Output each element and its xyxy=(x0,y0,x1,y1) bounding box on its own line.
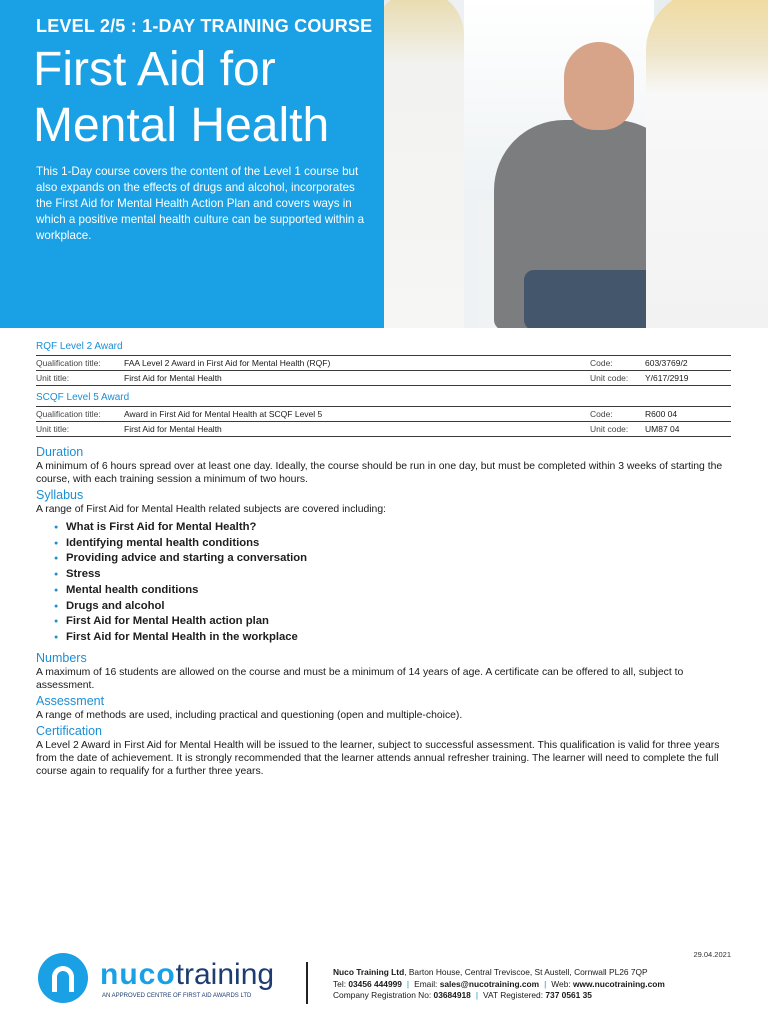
row-label: Unit title: xyxy=(36,424,70,434)
code-label: Code: xyxy=(590,358,613,368)
page-title xyxy=(33,42,329,154)
web-label: Web: xyxy=(551,978,571,989)
course-details xyxy=(36,444,731,779)
row-label: Qualification title: xyxy=(36,409,101,419)
photo-man-head xyxy=(564,42,634,130)
separator: | xyxy=(475,990,478,1000)
logo-n-icon xyxy=(38,953,88,1003)
duration-heading: Duration xyxy=(36,445,84,459)
qualification-block-rqf xyxy=(36,341,731,386)
code-label: Unit code: xyxy=(590,373,629,383)
list-item: ● Mental health conditions xyxy=(54,583,731,599)
title-line-1: First Aid for xyxy=(33,43,276,96)
syllabus-heading: Syllabus xyxy=(36,488,84,502)
registration-line xyxy=(333,990,665,1002)
assessment-text: A range of methods are used, including practical and questioning (open and multiple-choice). xyxy=(36,709,463,721)
separator: | xyxy=(406,978,410,989)
list-item: ● Drugs and alcohol xyxy=(54,599,731,615)
title-line-2: Mental Health xyxy=(33,99,330,152)
code-value: Y/617/2919 xyxy=(645,373,689,383)
vat-number: 737 0561 35 xyxy=(545,990,592,1000)
qualification-table xyxy=(36,355,731,386)
brand-nuco: nuco xyxy=(100,958,176,991)
qualification-heading: RQF Level 2 Award xyxy=(36,341,123,352)
list-item: ● What is First Aid for Mental Health? xyxy=(54,520,731,536)
photo-person-right xyxy=(646,0,768,328)
code-value: 603/3769/2 xyxy=(645,358,688,368)
document-date: 29.04.2021 xyxy=(693,950,731,959)
table-row xyxy=(36,407,731,422)
qualification-table xyxy=(36,406,731,437)
row-value: First Aid for Mental Health xyxy=(124,373,222,383)
email-link[interactable]: sales@nucotraining.com xyxy=(439,978,540,989)
logo-tagline: AN APPROVED CENTRE OF FIRST AID AWARDS LTD xyxy=(102,993,252,999)
row-value: First Aid for Mental Health xyxy=(124,424,222,434)
hero-banner xyxy=(0,0,768,328)
hero-text-panel xyxy=(0,0,384,328)
table-row xyxy=(36,356,731,371)
company-name: Nuco Training Ltd xyxy=(333,967,405,977)
list-item: ● First Aid for Mental Health in the workplace xyxy=(54,630,731,646)
list-item: ● Providing advice and starting a conversation xyxy=(54,551,731,567)
hero-photo xyxy=(384,0,768,328)
address-line xyxy=(333,967,665,979)
photo-person-left xyxy=(384,0,464,328)
certification-text: A Level 2 Award in First Aid for Mental Health will be issued to the learner, subject to successful assessment. This qualification is valid for three years from the date of achievement. It is strongly recommended that the learner attends annual refresher training. The learner will need to complete the full course again to requalify for a further three years. xyxy=(36,739,720,777)
code-label: Unit code: xyxy=(590,424,629,434)
row-label: Qualification title: xyxy=(36,358,101,368)
email-label: Email: xyxy=(414,978,438,989)
row-label: Unit title: xyxy=(36,373,70,383)
contact-line xyxy=(333,979,665,991)
table-row xyxy=(36,371,731,386)
nuco-logo xyxy=(38,953,288,1005)
reg-label: Company Registration No: xyxy=(333,990,432,1000)
web-link[interactable]: www.nucotraining.com xyxy=(573,978,665,989)
reg-number: 03684918 xyxy=(433,990,471,1000)
brand-wordmark xyxy=(100,959,274,991)
numbers-text: A maximum of 16 students are allowed on the course and must be a minimum of 14 years of age. A certificate can be offered to all, subject to assessment. xyxy=(36,666,684,691)
tel-link[interactable]: 03456 444999 xyxy=(348,978,402,989)
list-item: ● First Aid for Mental Health action plan xyxy=(54,614,731,630)
duration-text: A minimum of 6 hours spread over at least one day. Ideally, the course should be run in one day, but must be completed within 3 weeks of starting the course, with each training session a minimum of two hours. xyxy=(36,461,723,485)
certification-heading: Certification xyxy=(36,723,102,738)
code-value: UM87 04 xyxy=(645,424,680,434)
syllabus-intro: A range of First Aid for Mental Health related subjects are covered including: xyxy=(36,504,387,515)
row-value: Award in First Aid for Mental Health at SCQF Level 5 xyxy=(124,409,323,419)
qualification-block-scqf xyxy=(36,392,731,437)
company-address: , Barton House, Central Treviscoe, St Austell, Cornwall PL26 7QP xyxy=(404,967,648,977)
brand-training: training xyxy=(175,958,275,991)
row-value: FAA Level 2 Award in First Aid for Mental Health (RQF) xyxy=(124,358,331,368)
table-row xyxy=(36,422,731,437)
contact-details xyxy=(333,967,665,1002)
footer-divider xyxy=(306,962,308,1004)
code-value: R600 04 xyxy=(645,409,678,419)
code-label: Code: xyxy=(590,409,613,419)
vat-label: VAT Registered: xyxy=(483,990,544,1000)
course-level-label: LEVEL 2/5 : 1-DAY TRAINING COURSE xyxy=(36,16,373,36)
list-item: ● Identifying mental health conditions xyxy=(54,536,731,552)
qualifications-section xyxy=(36,341,731,443)
numbers-heading: Numbers xyxy=(36,650,87,665)
assessment-heading: Assessment xyxy=(36,693,105,708)
list-item: ● Stress xyxy=(54,567,731,583)
tel-label: Tel: xyxy=(333,978,347,989)
separator: | xyxy=(544,978,547,989)
syllabus-list xyxy=(36,520,731,646)
course-intro: This 1-Day course covers the content of the Level 1 course but also expands on the effects of drugs and alcohol, incorporates the First Aid for Mental Health Action Plan and covers ways in which a positive mental health culture can be supported within a workplace. xyxy=(36,165,365,242)
qualification-heading: SCQF Level 5 Award xyxy=(36,392,130,403)
